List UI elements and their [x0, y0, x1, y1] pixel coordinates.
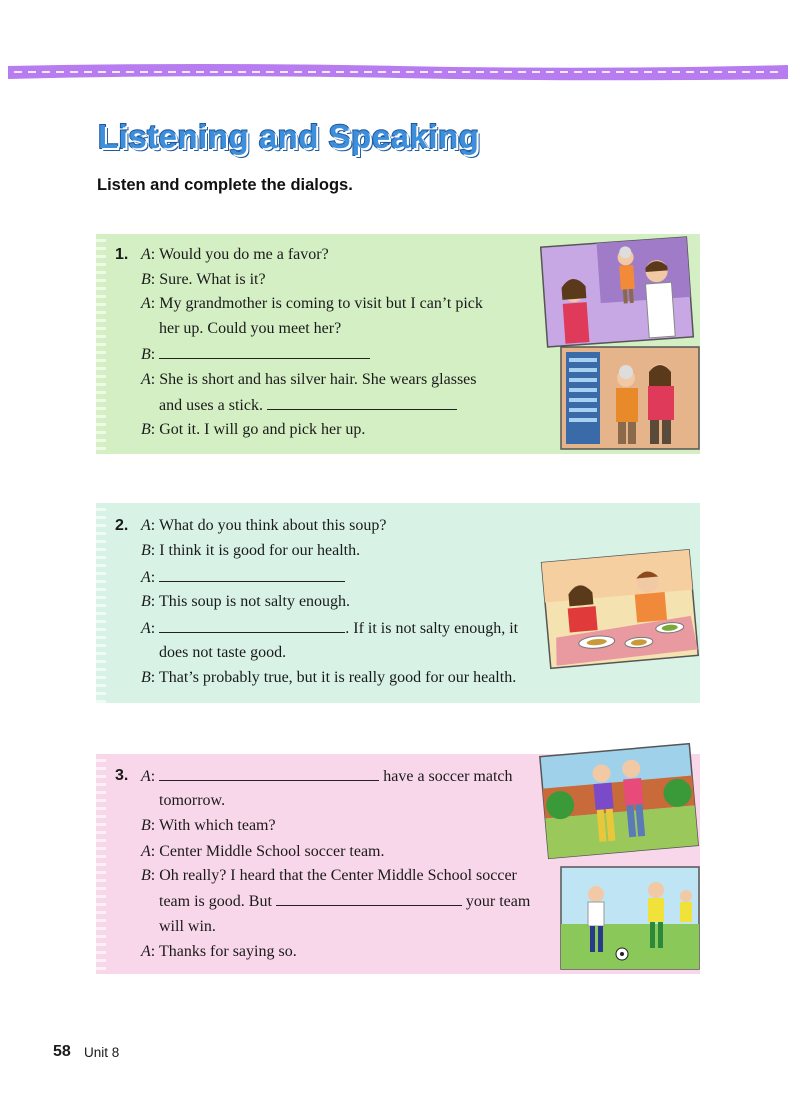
line-text: : — [150, 346, 156, 363]
line-text: : My grandmother is coming to visit but I can’t pick — [150, 295, 483, 312]
speaker: B — [141, 669, 151, 686]
dialog-line — [141, 344, 370, 365]
dialog-line — [141, 541, 360, 561]
dialog-number: 1. — [115, 246, 129, 263]
dialog-line — [141, 516, 386, 536]
page-number: 58 — [53, 1043, 71, 1060]
line-text: : I think it is good for our health. — [150, 542, 361, 559]
instruction-text: Listen and complete the dialogs. — [97, 176, 353, 194]
dialog-line — [141, 842, 385, 862]
dialog-line — [141, 942, 297, 962]
speaker: A — [141, 768, 151, 785]
speaker: A — [141, 943, 151, 960]
decorative-band — [8, 62, 788, 82]
line-text: : Would you do me a favor? — [150, 246, 329, 263]
answer-blank[interactable] — [159, 567, 345, 582]
speaker: A — [141, 569, 151, 586]
line-text: : What do you think about this soup? — [150, 517, 387, 534]
torn-edge — [96, 754, 106, 974]
speaker: B — [141, 867, 151, 884]
dialog-line — [141, 592, 350, 612]
speaker: A — [141, 517, 151, 534]
speaker: B — [141, 421, 151, 438]
dialog-line — [141, 816, 276, 836]
answer-blank[interactable] — [267, 395, 457, 410]
dialog-line — [141, 866, 517, 886]
dialog-line — [159, 917, 216, 937]
speaker: B — [141, 542, 151, 559]
speaker: A — [141, 620, 151, 637]
line-text: have a soccer match — [379, 768, 513, 785]
speaker: B — [141, 346, 151, 363]
answer-blank[interactable] — [159, 618, 345, 633]
dialog-line — [141, 270, 266, 290]
dialog-line — [159, 319, 341, 339]
line-text: her up. Could you meet her? — [159, 320, 342, 337]
dialog-line — [141, 766, 513, 787]
unit-label: Unit 8 — [84, 1045, 120, 1060]
speaker: A — [141, 246, 151, 263]
line-text: : Sure. What is it? — [150, 271, 266, 288]
line-text: : Thanks for saying so. — [150, 943, 297, 960]
line-text: : Center Middle School soccer team. — [150, 843, 385, 860]
line-text: : This soup is not salty enough. — [150, 593, 351, 610]
line-text: : — [150, 768, 156, 785]
dialog-line — [141, 420, 365, 440]
line-text: : Oh really? I heard that the Center Middle School soccer — [150, 867, 517, 884]
line-text: : — [150, 569, 156, 586]
speaker: A — [141, 843, 151, 860]
line-text: and uses a stick. — [159, 397, 263, 414]
speaker: B — [141, 271, 151, 288]
line-text: : That’s probably true, but it is really good for our health. — [150, 669, 517, 686]
speaker: A — [141, 371, 151, 388]
section-title: Listening and Speaking — [98, 118, 480, 155]
answer-blank[interactable] — [159, 344, 370, 359]
dialog-line — [159, 791, 225, 811]
line-text: will win. — [159, 918, 216, 935]
line-text: : With which team? — [150, 817, 276, 834]
dialog-number: 3. — [115, 767, 129, 784]
speaker: B — [141, 593, 151, 610]
dialog-line — [141, 618, 518, 639]
answer-blank[interactable] — [159, 766, 379, 781]
line-text: your team — [461, 893, 531, 910]
speaker: B — [141, 817, 151, 834]
dialog-line — [159, 395, 457, 416]
dialog-line — [141, 370, 477, 390]
illustration-soccer — [560, 866, 700, 970]
line-text: does not taste good. — [159, 644, 287, 661]
line-text: tomorrow. — [159, 792, 226, 809]
dialog-line — [141, 567, 345, 588]
illustration-soup — [540, 548, 700, 672]
illustration-walking — [538, 742, 700, 860]
line-text: team is good. But — [159, 893, 272, 910]
dialog-line — [141, 294, 483, 314]
line-text: : She is short and has silver hair. She wears glasses — [150, 371, 477, 388]
dialog-number: 2. — [115, 517, 129, 534]
illustration-meeting — [560, 346, 700, 450]
speaker: A — [141, 295, 151, 312]
torn-edge — [96, 234, 106, 454]
dialog-line — [141, 245, 329, 265]
torn-edge — [96, 503, 106, 703]
dialog-line — [159, 643, 286, 663]
illustration-grandmother — [540, 236, 695, 348]
dialog-line — [159, 891, 530, 912]
dialog-line — [141, 668, 516, 688]
answer-blank[interactable] — [276, 891, 462, 906]
line-text: . If it is not salty enough, it — [345, 620, 519, 637]
line-text: : — [150, 620, 156, 637]
line-text: : Got it. I will go and pick her up. — [150, 421, 366, 438]
